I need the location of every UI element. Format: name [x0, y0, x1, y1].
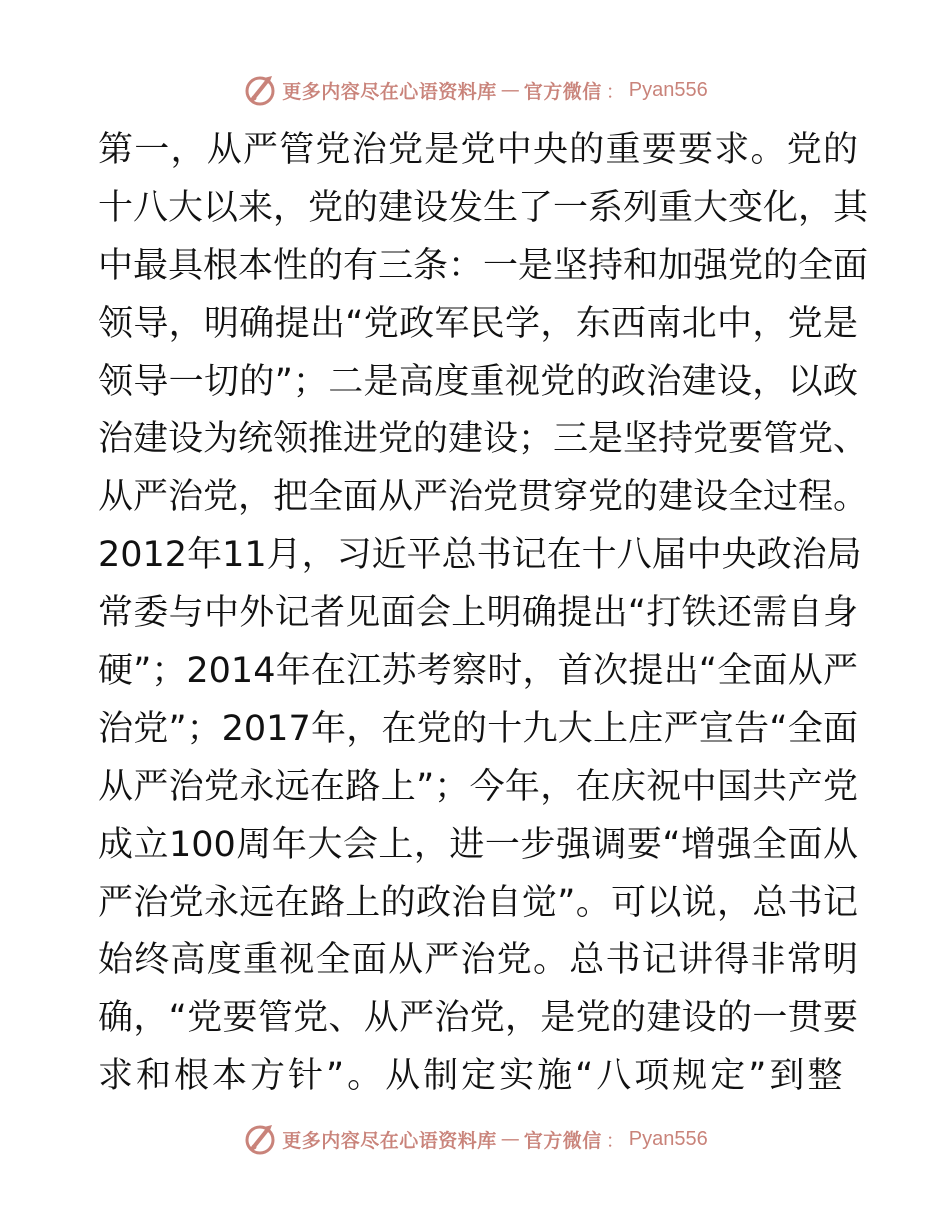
watermark-label: 官方微信: [523, 80, 602, 103]
text-line: 确，“党要管党、从严治党，是党的建设的一贯要: [98, 998, 858, 1039]
watermark-dash: —: [500, 1128, 520, 1150]
text-line: 中最具根本性的有三条：一是坚持和加强党的全面: [98, 245, 869, 286]
text-line: 成立100周年大会上，进一步强调要“增强全面从: [98, 824, 858, 865]
watermark-wechat-id: Pyan556: [628, 78, 708, 101]
text-line: 从严治党，把全面从严治党贯穿党的建设全过程。: [98, 477, 869, 518]
text-line: 常委与中外记者见面会上明确提出“打铁还需自身: [98, 593, 858, 634]
watermark-separator: ：: [605, 80, 625, 103]
text-line: 严治党永远在路上的政治自觉”。可以说，总书记: [98, 882, 858, 923]
text-line: 治建设为统领推进党的建设；三是坚持党要管党、: [98, 419, 869, 460]
text-line: 治党”；2017年，在党的十九大上庄严宣告“全面: [98, 708, 858, 749]
text-line: 领导，明确提出“党政军民学，东西南北中，党是: [98, 303, 858, 344]
watermark-label: 官方微信: [523, 1129, 602, 1152]
watermark-prefix: 更多内容尽在心语资料库: [282, 80, 497, 103]
text-line: 十八大以来，党的建设发生了一系列重大变化，其: [98, 187, 869, 228]
text-line: 2012年11月，习近平总书记在十八届中央政治局: [98, 535, 862, 576]
brush-logo-icon: [242, 72, 278, 108]
watermark-separator: ：: [605, 1129, 625, 1152]
watermark-prefix: 更多内容尽在心语资料库: [282, 1129, 497, 1152]
text-line: 求和根本方针”。从制定实施“八项规定”到整: [98, 1056, 846, 1097]
text-line: 硬”；2014年在江苏考察时，首次提出“全面从严: [98, 651, 858, 692]
text-line: 始终高度重视全面从严治党。总书记讲得非常明: [98, 940, 858, 981]
watermark-header: [0, 70, 950, 110]
text-line: 从严治党永远在路上”；今年，在庆祝中国共产党: [98, 766, 858, 807]
brush-logo-icon: [242, 1121, 278, 1157]
watermark-wechat-id: Pyan556: [628, 1127, 708, 1150]
text-line: 领导一切的”；二是高度重视党的政治建设，以政: [98, 361, 858, 402]
watermark-footer: [0, 1119, 950, 1159]
text-line: 第一，从严管党治党是党中央的重要要求。党的: [98, 130, 858, 170]
body-paragraph: [98, 122, 869, 1106]
watermark-dash: —: [500, 79, 520, 101]
